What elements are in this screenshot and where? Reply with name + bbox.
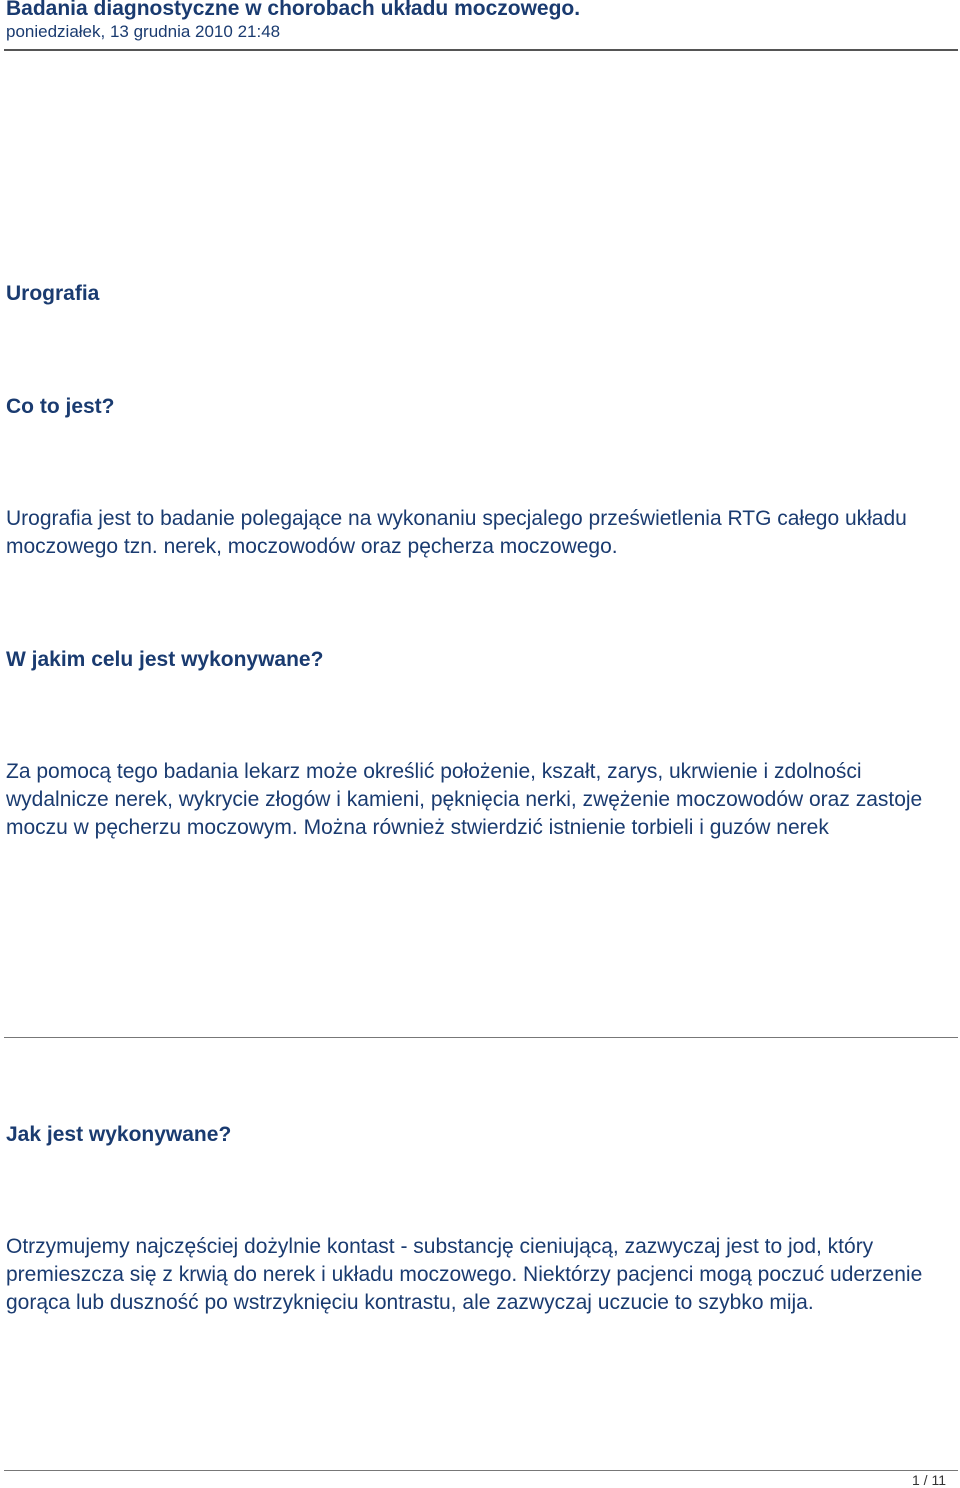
header-divider <box>4 49 958 51</box>
question-heading-purpose: W jakim celu jest wykonywane? <box>6 648 324 671</box>
footer-divider <box>4 1470 958 1471</box>
answer-paragraph-purpose: Za pomocą tego badania lekarz może określić położenie, kszałt, zarys, ukrwienie i zdolności wydalnicze nerek, wykrycie złogów i kamieni, pęknięcia nerki, zwężenie moczowodów oraz zastoje moczu w pęcherzu moczowym. Można również stwierdzić istnienie torbieli i guzów nerek <box>6 760 923 839</box>
question-heading-what: Co to jest? <box>6 395 115 418</box>
answer-paragraph-what: Urografia jest to badanie polegające na wykonaniu specjalego prześwietlenia RTG całego układu moczowego tzn. nerek, moczowodów oraz pęcherza moczowego. <box>6 507 907 558</box>
question-heading-procedure: Jak jest wykonywane? <box>6 1123 232 1146</box>
document-date: poniedziałek, 13 grudnia 2010 21:48 <box>6 22 281 41</box>
page-number: 1 / 11 <box>912 1472 946 1488</box>
document-title: Badania diagnostyczne w chorobach układu moczowego. <box>6 0 581 20</box>
answer-paragraph-procedure: Otrzymujemy najczęściej dożylnie kontast - substancję cieniującą, zazwyczaj jest to jod, który premieszcza się z krwią do nerek i układu moczowego. Niektórzy pacjenci mogą poczuć uderzenie gorąca lub duszność po wstrzyknięciu kontrastu, ale zazwyczaj uczucie to szybko mija. <box>6 1235 923 1314</box>
section-divider <box>4 1037 958 1038</box>
section-title: Urografia <box>6 282 100 305</box>
